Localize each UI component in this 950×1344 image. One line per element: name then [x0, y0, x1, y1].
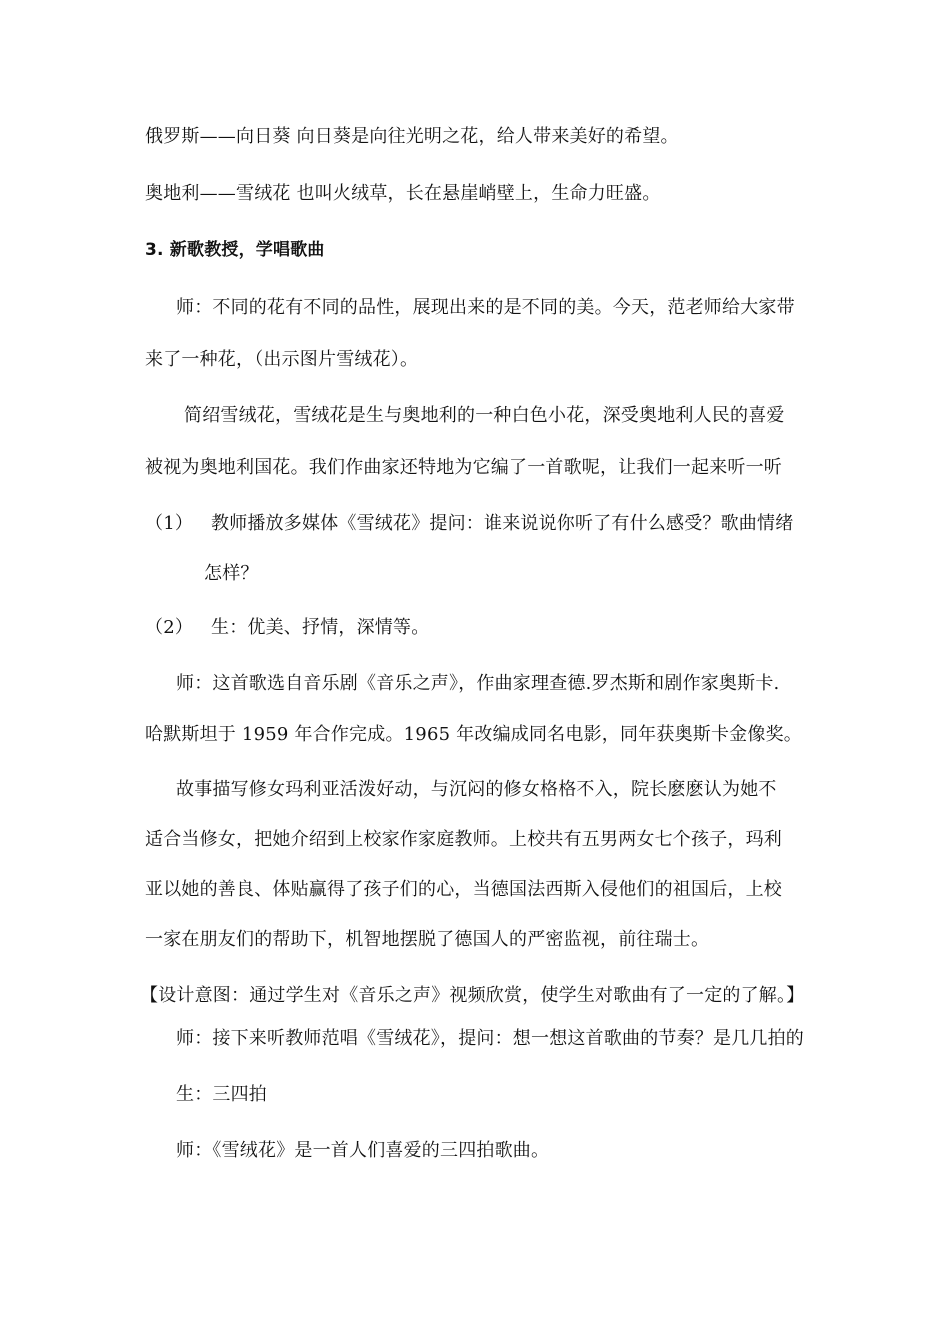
list-item-2-text: 生：优美、抒情，深情等。 — [211, 617, 430, 638]
paragraph-story-line1: 故事描写修女玛利亚活泼好动，与沉闷的修女格格不入，院长麽麽认为她不 — [176, 779, 777, 800]
paragraph-russia: 俄罗斯——向日葵 向日葵是向往光明之花，给人带来美好的希望。 — [145, 126, 679, 147]
list-item-1 — [145, 512, 793, 536]
paragraph-source-line1: 师：这首歌选自音乐剧《音乐之声》，作曲家理查德.罗杰斯和剧作家奥斯卡. — [176, 673, 780, 694]
list-item-1-continuation: 怎样？ — [204, 563, 259, 584]
paragraph-teacher-intro-line2: 来了一种花，（出示图片雪绒花）。 — [145, 349, 419, 370]
paragraph-story-line4: 一家在朋友们的帮助下，机智地摆脱了德国人的严密监视，前往瑞士。 — [145, 929, 710, 950]
paragraph-brief-line2: 被视为奥地利国花。我们作曲家还特地为它编了一首歌呢，让我们一起来听一听 — [145, 457, 782, 478]
paragraph-teacher-intro-line1: 师：不同的花有不同的品性，展现出来的是不同的美。今天，范老师给大家带 — [176, 297, 795, 318]
paragraph-teacher-conclude: 师：《雪绒花》是一首人们喜爱的三四拍歌曲。 — [176, 1140, 550, 1161]
list-item-2-number: （2） — [145, 617, 194, 638]
paragraph-source-line2: 哈默斯坦于 1959 年合作完成。1965 年改编成同名电影，同年获奥斯卡金像奖。 — [145, 724, 802, 745]
design-intent-note: 【设计意图：通过学生对《音乐之声》视频欣赏，使学生对歌曲有了一定的了解。】 — [140, 985, 805, 1006]
list-item-1-text: 教师播放多媒体《雪绒花》提问：谁来说说你听了有什么感受？歌曲情绪 — [211, 513, 794, 534]
list-item-2 — [145, 616, 429, 640]
paragraph-story-line3: 亚以她的善良、体贴赢得了孩子们的心，当德国法西斯入侵他们的祖国后，上校 — [145, 879, 782, 900]
paragraph-austria: 奥地利——雪绒花 也叫火绒草，长在悬崖峭壁上，生命力旺盛。 — [145, 183, 661, 204]
paragraph-story-line2: 适合当修女，把她介绍到上校家作家庭教师。上校共有五男两女七个孩子，玛利 — [145, 829, 782, 850]
paragraph-teacher-sing: 师：接下来听教师范唱《雪绒花》，提问：想一想这首歌曲的节奏？是几几拍的 — [176, 1028, 804, 1049]
list-item-1-number: （1） — [145, 513, 194, 534]
section-heading: 3. 新歌教授，学唱歌曲 — [145, 240, 325, 260]
paragraph-brief-line1: 简绍雪绒花，雪绒花是生与奥地利的一种白色小花，深受奥地利人民的喜爱 — [184, 405, 785, 426]
paragraph-student-answer: 生：三四拍 — [176, 1084, 267, 1105]
